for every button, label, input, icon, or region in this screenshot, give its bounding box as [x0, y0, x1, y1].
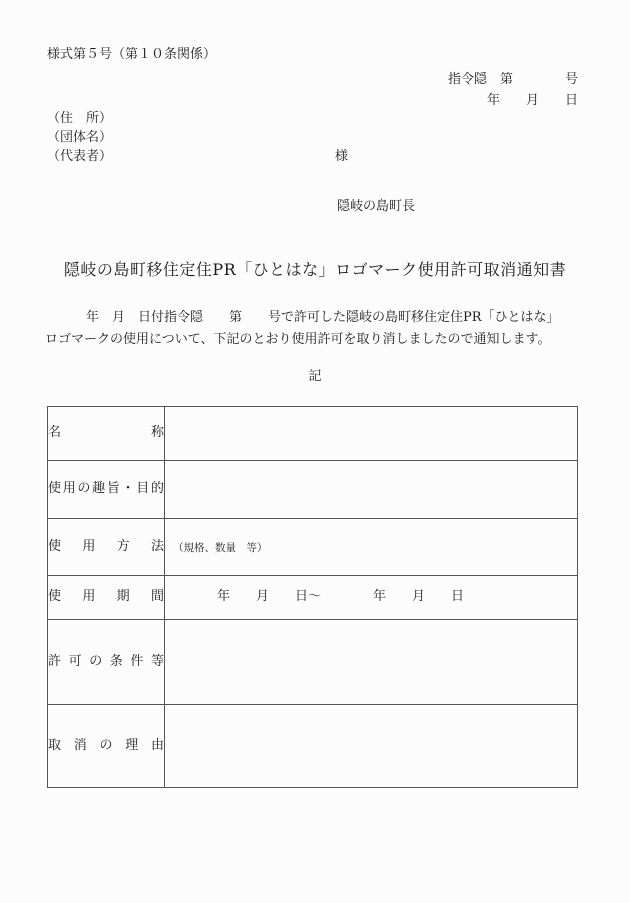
body-paragraph-line2: ロゴマークの使用について、下記のとおり使用許可を取り消しましたので通知します。 — [45, 332, 551, 347]
row-reason-value — [165, 705, 578, 788]
addressee-address: （住 所） — [47, 111, 113, 126]
row-purpose-value — [165, 461, 578, 519]
table-row — [48, 576, 578, 620]
row-conditions-label: 許可の条件等 — [48, 620, 165, 705]
row-purpose-label: 使用の趣旨・目的 — [48, 461, 165, 519]
directive-number-line: 指令隠 第 号 — [447, 72, 578, 87]
row-method-label: 使用方法 — [48, 519, 165, 576]
addressee-honorific: 様 — [335, 149, 349, 164]
table-row — [48, 407, 578, 461]
row-method-value — [165, 519, 578, 576]
form-number-label: 様式第５号（第１０条関係） — [47, 47, 217, 62]
sender-title: 隠岐の島町長 — [337, 199, 416, 214]
row-name-label: 名称 — [48, 407, 165, 461]
table-row — [48, 519, 578, 576]
table-row — [48, 461, 578, 519]
row-period-value: 年 月 日～ 年 月 日 — [165, 576, 578, 620]
document-title: 隠岐の島町移住定住PR「ひとはな」ロゴマーク使用許可取消通知書 — [63, 260, 567, 279]
record-marker: 記 — [308, 369, 322, 384]
row-conditions-value — [165, 620, 578, 705]
addressee-representative: （代表者） — [47, 149, 113, 164]
row-reason-label: 取消の理由 — [48, 705, 165, 788]
notice-table — [47, 406, 578, 788]
row-method-note: （規格、数量 等） — [173, 542, 268, 555]
row-name-value — [165, 407, 578, 461]
table-row — [48, 620, 578, 705]
table-row — [48, 705, 578, 788]
issue-date-line: 年 月 日 — [486, 93, 578, 108]
addressee-organization: （団体名） — [47, 130, 113, 145]
body-paragraph-line1: 年 月 日付指令隠 第 号で許可した隠岐の島町移住定住PR「ひとはな」 — [47, 310, 560, 325]
row-period-label: 使用期間 — [48, 576, 165, 620]
